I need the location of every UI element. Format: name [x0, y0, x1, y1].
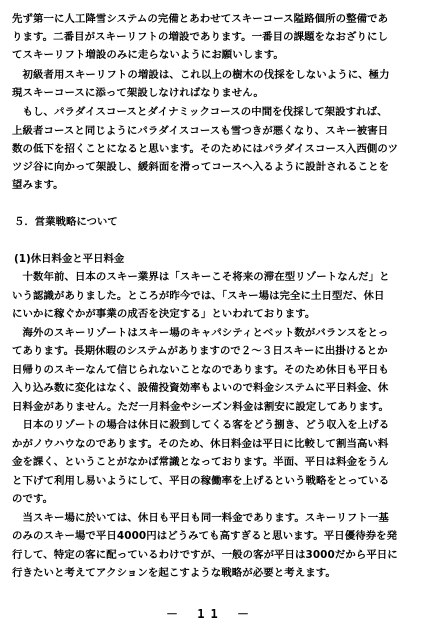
paragraph-5-line-2: てあります。長期休暇のシステムがありますので２～３日スキーに出掛けるとか [12, 345, 388, 357]
paragraph-4-line-3: にいかに稼ぐかが事業の成否を決定する」といわれております。 [12, 308, 316, 320]
paragraph-2-line-2: 現スキーコースに添って架設しなければなりません。 [12, 87, 264, 99]
subsection-heading: (1)休日料金と平日料金 [14, 253, 125, 265]
paragraph-1-line-3: てスキーリフト増設のみに走らないようにお願いします。 [12, 49, 284, 61]
paragraph-7-line-1: 当スキー場に於いては、休日も平日も同一料金であります。スキーリフト一基 [12, 512, 389, 524]
paragraph-6-line-4: と下げて利用し易いようにして、平日の稼働率を上げるという戦略をとっている [12, 475, 390, 487]
paragraph-3-line-1: もし、パラダイスコースとダイナミックコースの中間を伐採して架設すれば、 [12, 106, 388, 118]
paragraph-4-line-2: いう認識がありました。ところが昨今では、「スキー場は完全に土日型だ、休日 [12, 290, 385, 302]
paragraph-7-line-2: のみのスキー場で平日4000円はどうみても高すぎると思います。平日優待券を発 [12, 530, 398, 542]
paragraph-5-line-4: 入り込み数に変化はなく、設備投資効率もよいので料金システムに平日料金、休 [12, 382, 389, 394]
paragraph-6-line-3: 金を課く、ということがなかば常識となっております。半面、平日は料金をうん [12, 456, 389, 468]
paragraph-7-line-3: 行して、特定の客に配っているわけですが、一般の客が平日は3000だから平日に [12, 549, 398, 561]
section-heading: ５．営業戦略について [14, 216, 118, 228]
paragraph-3-line-3: 数の低下を招くことになると思います。そのためにはパラダイスコース入西側のツ [12, 143, 399, 155]
paragraph-3-line-4: ツジ谷に向かって架設し、緩斜面を滑ってコースへ入るように設計されることを [12, 161, 390, 173]
paragraph-3-line-5: 望みます。 [12, 179, 64, 191]
paragraph-2-line-1: 初級者用スキーリフトの増設は、これ以上の樹木の伐採をしないように、極力 [12, 69, 390, 81]
paragraph-6-line-1: 日本のリゾートの場合は休日に殺到してくる客をどう捌き、どう収入を上げる [12, 419, 390, 431]
paragraph-5-line-3: 日帰りのスキーなんて信じられないことなのであります。そのため休日も平日も [12, 364, 389, 376]
paragraph-5-line-5: 日料金がありません。ただ一月料金やシーズン料金は割安に設定してあります。 [12, 401, 389, 413]
paragraph-1-line-2: ります。二番目がスキーリフトの増設であります。一番目の課題をなおざりにし [12, 31, 388, 43]
paragraph-7-line-4: 行きたいと考えてアクションを起こすような戦略が必要と考えます。 [12, 567, 336, 579]
paragraph-6-line-2: かがノウハウなのであります。そのため、休日料金は平日に比較して割当高い料 [12, 438, 389, 450]
paragraph-6-line-5: のです。 [12, 493, 54, 505]
paragraph-5-line-1: 海外のスキーリゾートはスキー場のキャパシティとベット数がバランスをとっ [12, 327, 389, 339]
paragraph-1-line-1: 先ず第一に人工降雪システムの完備とあわせてスキーコース隘路個所の整備であ [12, 13, 389, 25]
paragraph-3-line-2: 上級者コースと同じようにパラダイスコースも雪つきが悪くなり、スキー被害日 [12, 125, 389, 137]
paragraph-4-line-1: 十数年前、日本のスキー業界は「スキーこそ将来の滞在型リゾートなんだ」と [12, 271, 390, 283]
page-number: － 11 － [166, 607, 255, 621]
